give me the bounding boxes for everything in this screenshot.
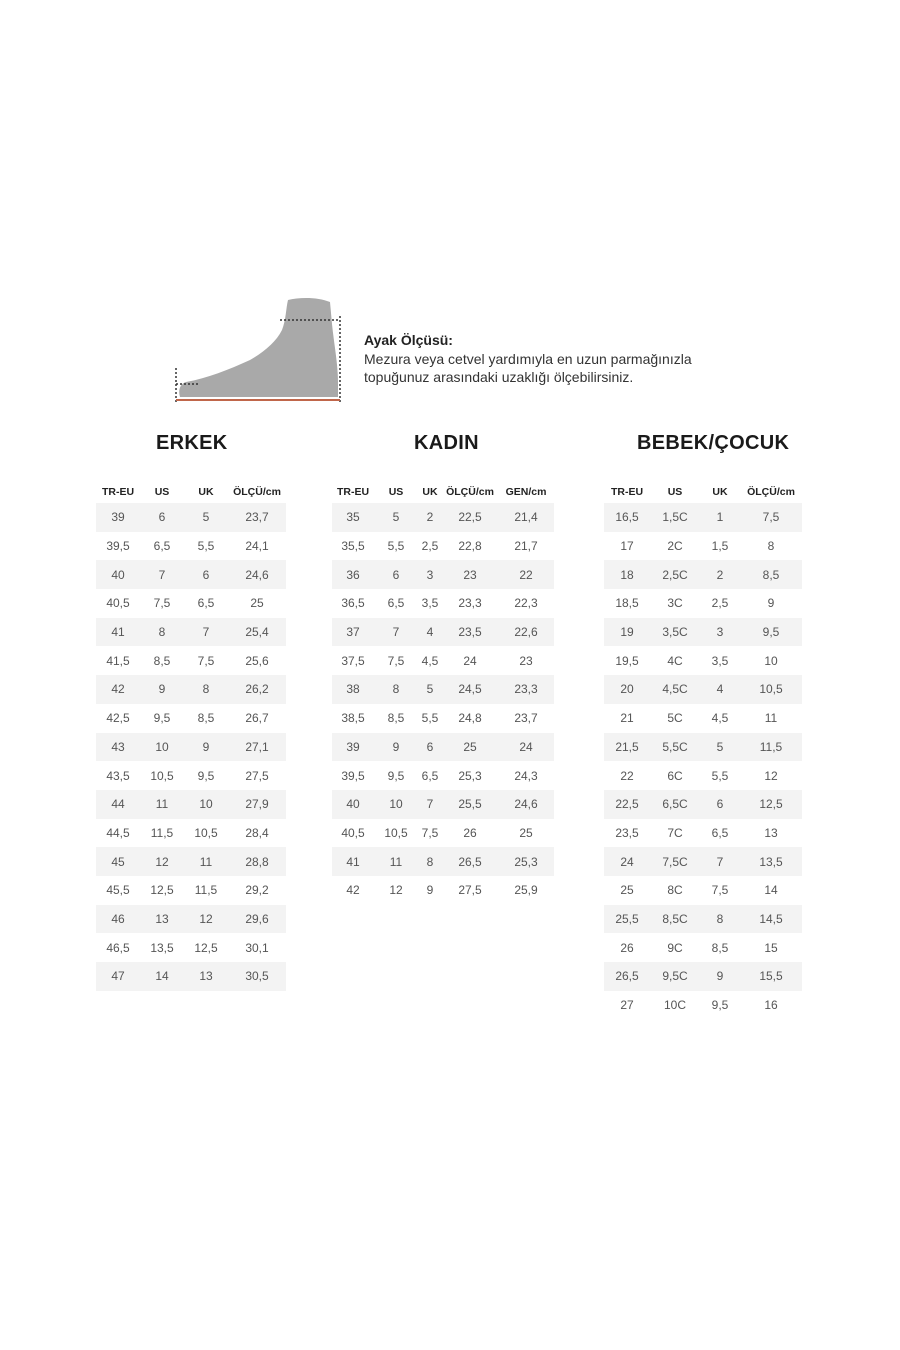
table-cell: 24,6: [228, 560, 286, 589]
table-cell: 45: [96, 847, 140, 876]
table-cell: 23: [498, 646, 554, 675]
table-cell: 30,1: [228, 933, 286, 962]
table-cell: 41: [332, 847, 374, 876]
table-cell: 22,3: [498, 589, 554, 618]
table-cell: 9,5: [140, 704, 184, 733]
table-cell: 10: [140, 733, 184, 762]
table-cell: 2C: [650, 532, 700, 561]
table-cell: 13: [740, 819, 802, 848]
table-cell: 27: [604, 991, 650, 1020]
table-row: [604, 876, 802, 905]
table-row: [604, 532, 802, 561]
table-cell: 5,5: [418, 704, 442, 733]
table-cell: 25,9: [498, 876, 554, 905]
column-header: GEN/cm: [498, 481, 554, 503]
table-row: [96, 589, 286, 618]
table-cell: 6: [418, 733, 442, 762]
table-cell: 27,1: [228, 733, 286, 762]
measure-note: [364, 332, 784, 386]
note-title: Ayak Ölçüsü:: [364, 332, 453, 348]
table-cell: 21,4: [498, 503, 554, 532]
table-cell: 24: [442, 646, 498, 675]
table-cell: 14: [140, 962, 184, 991]
table-cell: 25: [228, 589, 286, 618]
table-cell: 9: [418, 876, 442, 905]
table-cell: 6,5: [184, 589, 228, 618]
table-row: [604, 618, 802, 647]
table-cell: 25,5: [442, 790, 498, 819]
table-cell: 46,5: [96, 933, 140, 962]
table-row: [96, 905, 286, 934]
table-cell: 24: [604, 847, 650, 876]
table-row: [332, 876, 554, 905]
table-cell: 25,5: [604, 905, 650, 934]
table-cell: 25,3: [442, 761, 498, 790]
table-cell: 36,5: [332, 589, 374, 618]
table-cell: 3: [700, 618, 740, 647]
table-cell: 24,6: [498, 790, 554, 819]
table-cell: 13,5: [740, 847, 802, 876]
table-cell: 5C: [650, 704, 700, 733]
table-cell: 44,5: [96, 819, 140, 848]
table-row: [604, 560, 802, 589]
table-cell: 3,5: [700, 646, 740, 675]
column-header: UK: [700, 481, 740, 503]
table-cell: 1,5C: [650, 503, 700, 532]
table-cell: 47: [96, 962, 140, 991]
column-header: UK: [184, 481, 228, 503]
table-cell: 8: [140, 618, 184, 647]
table-cell: 13,5: [140, 933, 184, 962]
column-header: US: [374, 481, 418, 503]
table-cell: 3,5C: [650, 618, 700, 647]
size-table-kadin: [332, 481, 554, 905]
table-cell: 1,5: [700, 532, 740, 561]
table-cell: 8,5: [700, 933, 740, 962]
table-cell: 2,5: [700, 589, 740, 618]
table-cell: 7,5: [184, 646, 228, 675]
table-row: [96, 847, 286, 876]
table-cell: 4,5: [700, 704, 740, 733]
table-cell: 3,5: [418, 589, 442, 618]
column-header: US: [650, 481, 700, 503]
table-cell: 39,5: [96, 532, 140, 561]
section-title-erkek: ERKEK: [156, 432, 228, 454]
table-cell: 2: [418, 503, 442, 532]
table-row: [604, 819, 802, 848]
table-cell: 28,4: [228, 819, 286, 848]
table-row: [604, 704, 802, 733]
table-row: [96, 560, 286, 589]
table-cell: 40: [332, 790, 374, 819]
table-cell: 7: [700, 847, 740, 876]
table-cell: 19,5: [604, 646, 650, 675]
column-header: UK: [418, 481, 442, 503]
table-cell: 39: [96, 503, 140, 532]
table-cell: 13: [184, 962, 228, 991]
table-cell: 7,5C: [650, 847, 700, 876]
table-cell: 43,5: [96, 761, 140, 790]
table-cell: 11,5: [184, 876, 228, 905]
table-cell: 42: [332, 876, 374, 905]
table-row: [96, 962, 286, 991]
table-cell: 5,5C: [650, 733, 700, 762]
table-cell: 5: [374, 503, 418, 532]
table-cell: 24,8: [442, 704, 498, 733]
table-cell: 9: [700, 962, 740, 991]
table-cell: 9,5: [700, 991, 740, 1020]
table-cell: 4,5C: [650, 675, 700, 704]
table-cell: 6: [374, 560, 418, 589]
table-cell: 24,5: [442, 675, 498, 704]
table-cell: 26: [604, 933, 650, 962]
table-row: [604, 761, 802, 790]
table-cell: 5: [184, 503, 228, 532]
table-cell: 14: [740, 876, 802, 905]
table-cell: 6,5C: [650, 790, 700, 819]
table-cell: 7,5: [700, 876, 740, 905]
table-row: [96, 733, 286, 762]
foot-measurement-illustration: [168, 294, 346, 412]
table-cell: 22,8: [442, 532, 498, 561]
table-cell: 14,5: [740, 905, 802, 934]
table-cell: 10: [184, 790, 228, 819]
table-row: [604, 847, 802, 876]
note-line-2: topuğunuz arasındaki uzaklığı ölçebilirsiniz.: [364, 369, 634, 385]
table-cell: 39,5: [332, 761, 374, 790]
table-cell: 30,5: [228, 962, 286, 991]
table-cell: 12: [740, 761, 802, 790]
table-row: [604, 962, 802, 991]
table-cell: 9: [740, 589, 802, 618]
table-cell: 9,5: [374, 761, 418, 790]
table-cell: 23,5: [604, 819, 650, 848]
table-row: [332, 560, 554, 589]
table-row: [332, 761, 554, 790]
table-cell: 26,5: [442, 847, 498, 876]
table-row: [332, 503, 554, 532]
table-row: [604, 933, 802, 962]
table-cell: 24: [498, 733, 554, 762]
table-cell: 9C: [650, 933, 700, 962]
table-row: [96, 532, 286, 561]
table-row: [604, 675, 802, 704]
table-cell: 27,9: [228, 790, 286, 819]
table-cell: 11: [374, 847, 418, 876]
table-cell: 41,5: [96, 646, 140, 675]
table-cell: 44: [96, 790, 140, 819]
table-cell: 6: [700, 790, 740, 819]
table-cell: 9: [140, 675, 184, 704]
table-cell: 15,5: [740, 962, 802, 991]
column-header: US: [140, 481, 184, 503]
table-cell: 26,7: [228, 704, 286, 733]
table-cell: 22,5: [442, 503, 498, 532]
table-cell: 29,6: [228, 905, 286, 934]
table-cell: 22: [604, 761, 650, 790]
table-cell: 25: [498, 819, 554, 848]
table-cell: 9,5: [740, 618, 802, 647]
table-cell: 24,3: [498, 761, 554, 790]
table-cell: 4: [700, 675, 740, 704]
table-cell: 8,5C: [650, 905, 700, 934]
table-cell: 40,5: [332, 819, 374, 848]
table-cell: 7: [374, 618, 418, 647]
table-cell: 37,5: [332, 646, 374, 675]
table-cell: 23,7: [228, 503, 286, 532]
table-cell: 3C: [650, 589, 700, 618]
column-header: ÖLÇÜ/cm: [442, 481, 498, 503]
table-row: [332, 675, 554, 704]
table-cell: 12,5: [140, 876, 184, 905]
table-cell: 16: [740, 991, 802, 1020]
table-cell: 38,5: [332, 704, 374, 733]
table-cell: 4: [418, 618, 442, 647]
table-cell: 8C: [650, 876, 700, 905]
table-cell: 7: [140, 560, 184, 589]
table-cell: 8,5: [140, 646, 184, 675]
table-cell: 36: [332, 560, 374, 589]
table-cell: 23,3: [442, 589, 498, 618]
table-cell: 45,5: [96, 876, 140, 905]
table-row: [96, 704, 286, 733]
table-cell: 9: [184, 733, 228, 762]
table-cell: 35: [332, 503, 374, 532]
table-cell: 5,5: [184, 532, 228, 561]
size-table-bebek-cocuk: [604, 481, 802, 1019]
table-cell: 35,5: [332, 532, 374, 561]
table-row: [332, 847, 554, 876]
table-cell: 6,5: [140, 532, 184, 561]
table-row: [332, 618, 554, 647]
table-row: [96, 761, 286, 790]
table-cell: 21,5: [604, 733, 650, 762]
table-cell: 16,5: [604, 503, 650, 532]
table-row: [604, 589, 802, 618]
table-cell: 8: [184, 675, 228, 704]
column-header: ÖLÇÜ/cm: [740, 481, 802, 503]
table-cell: 6,5: [374, 589, 418, 618]
table-cell: 8,5: [374, 704, 418, 733]
table-cell: 11,5: [140, 819, 184, 848]
table-cell: 41: [96, 618, 140, 647]
table-cell: 8,5: [740, 560, 802, 589]
table-cell: 40,5: [96, 589, 140, 618]
table-cell: 12: [374, 876, 418, 905]
table-cell: 42: [96, 675, 140, 704]
table-row: [96, 646, 286, 675]
table-cell: 10,5: [740, 675, 802, 704]
table-row: [96, 819, 286, 848]
table-cell: 1: [700, 503, 740, 532]
foot-icon: [168, 294, 346, 412]
table-cell: 9: [374, 733, 418, 762]
table-cell: 10,5: [140, 761, 184, 790]
table-cell: 2,5: [418, 532, 442, 561]
table-cell: 42,5: [96, 704, 140, 733]
table-cell: 26,2: [228, 675, 286, 704]
table-cell: 12: [140, 847, 184, 876]
table-cell: 37: [332, 618, 374, 647]
table-cell: 5: [700, 733, 740, 762]
table-cell: 11: [184, 847, 228, 876]
table-cell: 5,5: [700, 761, 740, 790]
table-cell: 8: [374, 675, 418, 704]
column-header: TR-EU: [332, 481, 374, 503]
table-cell: 4C: [650, 646, 700, 675]
table-cell: 43: [96, 733, 140, 762]
section-title-kadin: KADIN: [414, 432, 479, 454]
table-cell: 7,5: [140, 589, 184, 618]
table-row: [96, 876, 286, 905]
table-cell: 6: [140, 503, 184, 532]
table-cell: 19: [604, 618, 650, 647]
table-row: [96, 790, 286, 819]
table-cell: 15: [740, 933, 802, 962]
column-header: TR-EU: [96, 481, 140, 503]
table-row: [332, 790, 554, 819]
table-cell: 24,1: [228, 532, 286, 561]
table-cell: 7,5: [418, 819, 442, 848]
table-cell: 9,5C: [650, 962, 700, 991]
table-cell: 25,6: [228, 646, 286, 675]
table-cell: 39: [332, 733, 374, 762]
table-cell: 23,3: [498, 675, 554, 704]
note-line-1: Mezura veya cetvel yardımıyla en uzun parmağınızla: [364, 351, 692, 367]
table-row: [604, 646, 802, 675]
table-cell: 8: [740, 532, 802, 561]
table-row: [96, 503, 286, 532]
table-cell: 38: [332, 675, 374, 704]
table-cell: 25,3: [498, 847, 554, 876]
table-cell: 7,5: [740, 503, 802, 532]
table-cell: 10: [374, 790, 418, 819]
table-cell: 23,5: [442, 618, 498, 647]
table-cell: 12,5: [740, 790, 802, 819]
table-cell: 7C: [650, 819, 700, 848]
table-cell: 8: [700, 905, 740, 934]
table-cell: 21: [604, 704, 650, 733]
table-cell: 10,5: [184, 819, 228, 848]
size-table-erkek: [96, 481, 286, 991]
table-cell: 26: [442, 819, 498, 848]
table-cell: 29,2: [228, 876, 286, 905]
table-cell: 6: [184, 560, 228, 589]
table-cell: 11: [740, 704, 802, 733]
table-cell: 25: [442, 733, 498, 762]
table-row: [604, 733, 802, 762]
table-cell: 27,5: [228, 761, 286, 790]
table-cell: 46: [96, 905, 140, 934]
table-cell: 10,5: [374, 819, 418, 848]
column-header: TR-EU: [604, 481, 650, 503]
table-cell: 22,5: [604, 790, 650, 819]
table-cell: 26,5: [604, 962, 650, 991]
table-cell: 9,5: [184, 761, 228, 790]
table-row: [332, 646, 554, 675]
table-cell: 12,5: [184, 933, 228, 962]
table-cell: 10C: [650, 991, 700, 1020]
table-row: [604, 503, 802, 532]
table-cell: 6C: [650, 761, 700, 790]
table-cell: 22,6: [498, 618, 554, 647]
table-cell: 12: [184, 905, 228, 934]
table-cell: 4,5: [418, 646, 442, 675]
table-cell: 10: [740, 646, 802, 675]
table-cell: 22: [498, 560, 554, 589]
table-cell: 5: [418, 675, 442, 704]
table-cell: 8,5: [184, 704, 228, 733]
table-cell: 2: [700, 560, 740, 589]
table-cell: 7,5: [374, 646, 418, 675]
table-row: [604, 905, 802, 934]
table-cell: 17: [604, 532, 650, 561]
table-row: [332, 819, 554, 848]
table-cell: 7: [418, 790, 442, 819]
table-row: [96, 618, 286, 647]
table-cell: 27,5: [442, 876, 498, 905]
table-cell: 18: [604, 560, 650, 589]
table-cell: 25: [604, 876, 650, 905]
table-row: [332, 733, 554, 762]
table-row: [604, 790, 802, 819]
table-cell: 28,8: [228, 847, 286, 876]
table-cell: 6,5: [418, 761, 442, 790]
table-cell: 25,4: [228, 618, 286, 647]
table-cell: 23: [442, 560, 498, 589]
table-cell: 13: [140, 905, 184, 934]
table-cell: 5,5: [374, 532, 418, 561]
table-cell: 11,5: [740, 733, 802, 762]
table-cell: 2,5C: [650, 560, 700, 589]
table-cell: 3: [418, 560, 442, 589]
table-row: [96, 933, 286, 962]
table-cell: 7: [184, 618, 228, 647]
table-row: [604, 991, 802, 1020]
table-cell: 40: [96, 560, 140, 589]
table-cell: 18,5: [604, 589, 650, 618]
table-cell: 21,7: [498, 532, 554, 561]
table-cell: 23,7: [498, 704, 554, 733]
table-row: [332, 532, 554, 561]
table-cell: 20: [604, 675, 650, 704]
column-header: ÖLÇÜ/cm: [228, 481, 286, 503]
table-row: [332, 589, 554, 618]
table-row: [332, 704, 554, 733]
table-cell: 6,5: [700, 819, 740, 848]
section-title-bebek-cocuk: BEBEK/ÇOCUK: [637, 432, 790, 454]
table-cell: 8: [418, 847, 442, 876]
table-cell: 11: [140, 790, 184, 819]
table-row: [96, 675, 286, 704]
